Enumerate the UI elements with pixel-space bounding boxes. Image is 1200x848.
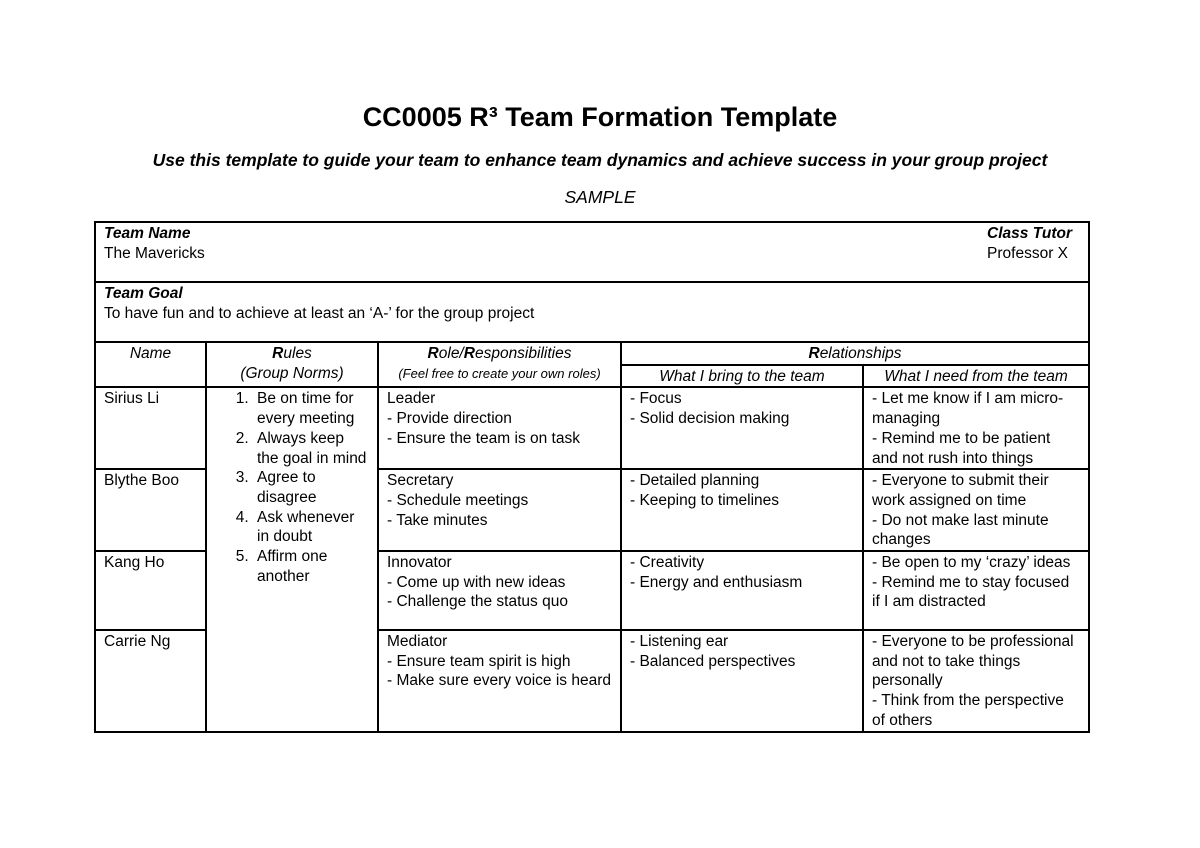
member-role: Innovator - Come up with new ideas - Challenge the status quo [378,551,621,630]
team-goal-label: Team Goal [104,285,183,302]
sample-label: SAMPLE [564,187,636,207]
member-need: - Everyone to be professional and not to take things personally - Think from the perspective of others [863,630,1089,732]
member-bring: - Focus - Solid decision making [621,387,863,469]
member-need: - Be open to my ‘crazy’ ideas - Remind me to stay focused if I am distracted [863,551,1089,630]
rule-item: 4. Ask whenever in doubt [253,508,369,547]
team-name-cell [95,222,1089,282]
rule-item: 5. Affirm one another [253,547,369,586]
header-relationships: Relationships [621,342,1089,365]
member-role: Mediator - Ensure team spirit is high - Make sure every voice is heard [378,630,621,732]
rule-item: 1. Be on time for every meeting [253,389,369,428]
header-role-sub: (Feel free to create your own roles) [398,365,601,381]
member-role: Secretary - Schedule meetings - Take minutes [378,469,621,551]
member-role: Leader - Provide direction - Ensure the team is on task [378,387,621,469]
member-need: - Everyone to submit their work assigned on time - Do not make last minute changes [863,469,1089,551]
team-name-label: Team Name [104,225,191,242]
class-tutor-value: Professor X [987,244,1069,262]
header-rules-sub: (Group Norms) [240,364,344,382]
member-name: Kang Ho [95,551,206,630]
header-name: Name [95,342,206,387]
rules-list [215,389,369,586]
header-bring: What I bring to the team [621,365,863,388]
class-tutor-block [987,224,1072,263]
rule-item: 3. Agree to disagree [253,468,369,507]
header-rules: Rules (Group Norms) [206,342,378,387]
page-title: CC0005 R³ Team Formation Template [362,102,838,132]
rules-cell [206,387,378,731]
team-goal-cell [95,282,1089,342]
member-need: - Let me know if I am micro-managing - Remind me to be patient and not rush into things [863,387,1089,469]
member-bring: - Detailed planning - Keeping to timelines [621,469,863,551]
class-tutor-label: Class Tutor [987,225,1073,242]
member-name: Carrie Ng [95,630,206,732]
team-goal-value: To have fun and to achieve at least an ‘A-’ for the group project [104,304,535,322]
member-bring: - Creativity - Energy and enthusiasm [621,551,863,630]
member-name: Blythe Boo [95,469,206,551]
member-name: Sirius Li [95,387,206,469]
header-need: What I need from the team [863,365,1089,388]
team-formation-table [94,221,1090,733]
member-bring: - Listening ear - Balanced perspectives [621,630,863,732]
page-subtitle: Use this template to guide your team to enhance team dynamics and achieve success in your group project [152,150,1048,170]
rule-item: 2. Always keep the goal in mind [253,429,369,468]
header-role: Role/Responsibilities (Feel free to create your own roles) [378,342,621,387]
team-name-value: The Mavericks [104,244,205,262]
